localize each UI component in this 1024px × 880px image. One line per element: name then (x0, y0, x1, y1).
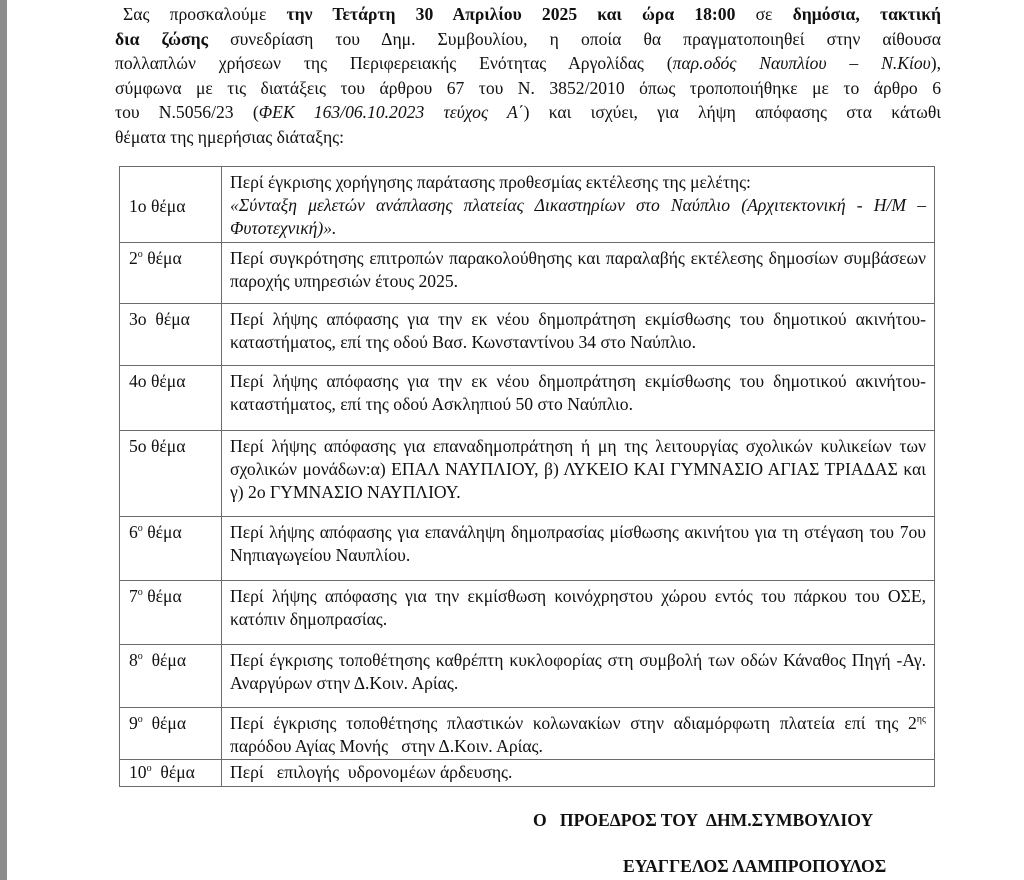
agenda-row (120, 243, 935, 304)
invitation-paragraph (115, 2, 941, 149)
agenda-item-text: Περί λήψης απόφασης για την εκμίσθωση κοινόχρηστου χώρου εντός του πάρκου του ΟΣΕ, κατόπιν δημοπρασίας. (222, 581, 935, 645)
agenda-item-number: $7^o$ θέμα (120, 581, 222, 645)
agenda-item-text: Περί λήψης απόφασης για επανάληψη δημοπρασίας μίσθωσης ακινήτου για τη στέγαση του 7ου Νηπιαγωγείου Ναυπλίου. (222, 517, 935, 581)
agenda-row (120, 517, 935, 581)
agenda-table (119, 166, 935, 787)
intro-text: πολλαπλών χρήσεων της Περιφερειακής Ενότητας Αργολίδας ( (115, 53, 673, 73)
agenda-item-text: Περί συγκρότησης επιτροπών παρακολούθησης και παραλαβής εκτέλεσης δημοσίων συμβάσεων παροχής υπηρεσιών έτους 2025. (222, 243, 935, 304)
agenda-item-text: Περί λήψης απόφασης για την εκ νέου δημοπράτηση εκμίσθωσης του δημοτικού ακινήτου- καταστήματος, επί της οδού Ασκληπιού 50 στο Ναύπλιο. (222, 366, 935, 431)
agenda-row (120, 645, 935, 708)
agenda-item-number: 5ο θέμα (120, 431, 222, 517)
agenda-row (120, 431, 935, 517)
agenda-item-text: Περί έγκρισης τοποθέτησης καθρέπτη κυκλοφορίας στη συμβολή των οδών Κάναθος Πηγή -Αγ. Αναργύρων στην Δ.Κοιν. Αρίας. (222, 645, 935, 708)
intro-line-3 (115, 51, 941, 76)
intro-text: ), (930, 53, 941, 73)
agenda-item-text: Περί έγκρισης χορήγησης παράτασης προθεσμίας εκτέλεσης της μελέτης: «Σύνταξη μελετών ανάπλασης πλατείας Δικαστηρίων στο Ναύπλιο (Αρχιτεκτονική - Η/Μ – Φυτοτεχνική)». (222, 167, 935, 243)
signature-name: ΕΥΑΓΓΕΛΟΣ ΛΑΜΠΡΟΠΟΥΛΟΣ (623, 856, 887, 876)
agenda-item-text: Περί λήψης απόφασης για την εκ νέου δημοπράτηση εκμίσθωσης του δημοτικού ακινήτου- καταστήματος, επί της οδού Βασ. Κωνσταντίνου 34 στο Ναύπλιο. (222, 304, 935, 366)
signature-title: Ο ΠΡΟΕΔΡΟΣ ΤΟΥ ΔΗΜ.ΣΥΜΒΟΥΛΙΟΥ (533, 810, 874, 830)
intro-text: Σας προσκαλούμε (123, 4, 287, 24)
agenda-row (120, 760, 935, 787)
intro-text: του Ν.5056/23 ( (115, 102, 259, 122)
study-title: «Σύνταξη μελετών ανάπλασης πλατείας Δικαστηρίων στο Ναύπλιο (Αρχιτεκτονική - Η/Μ – Φυτοτεχνική)». (230, 195, 926, 238)
intro-text: σε (735, 4, 793, 24)
agenda-item-number: 4ο θέμα (120, 366, 222, 431)
agenda-item-number: $9^o$ θέμα (120, 708, 222, 760)
agenda-item-number: $6^o$ θέμα (120, 517, 222, 581)
agenda-item-text: Περί έγκρισης τοποθέτησης πλαστικών κολωνακίων στην αδιαμόρφωτη πλατεία επί της $2^{\eta\varsigma}$ παρόδου Αγίας Μονής στην Δ.Κοιν. Αρίας. (222, 708, 935, 760)
meeting-date-time: την Τετάρτη 30 Απριλίου 2025 και ώρα 18:00 (286, 4, 736, 24)
intro-line-6 (115, 125, 941, 150)
agenda-item-text: Περί επιλογής υδρονομέων άρδευσης. (222, 760, 935, 787)
intro-text: σύμφωνα με τις διατάξεις του άρθρου 67 του Ν. 3852/2010 όπως τροποποιήθηκε με το άρθρο 6 (115, 77, 941, 98)
agenda-item-text: Περί λήψης απόφασης για επαναδημοπράτηση ή μη της λειτουργίας σχολικών κυλικείων των σχολικών μονάδων:α) ΕΠΑΛ ΝΑΥΠΛΙΟΥ, β) ΛΥΚΕΙΟ ΚΑΙ ΓΥΜΝΑΣΙΟ ΑΓΙΑΣ ΤΡΙΑΔΑΣ και γ) 2ο ΓΥΜΝΑΣΙΟ ΝΑΥΠΛΙΟΥ. (222, 431, 935, 517)
agenda-row (120, 581, 935, 645)
intro-line-1 (115, 2, 941, 27)
agenda-item-number: 1ο θέμα (120, 167, 222, 243)
intro-text: ) και ισχύει, για λήψη απόφασης στα κάτωθι (523, 102, 941, 122)
agenda-row (120, 167, 935, 243)
agenda-row (120, 708, 935, 760)
intro-text: θέματα της ημερήσιας διάταξης: (115, 126, 345, 147)
gazette-reference: ΦΕΚ 163/06.10.2023 τεύχος Α΄ (258, 102, 524, 122)
left-window-edge (0, 0, 7, 880)
intro-line-2 (115, 27, 941, 52)
meeting-mode: δια ζώσης (115, 28, 209, 49)
intro-text: συνεδρίαση του Δημ. Συμβουλίου, η οποία θα πραγματοποιηθεί στην αίθουσα (208, 28, 941, 49)
intro-line-5 (115, 100, 941, 125)
intro-line-4 (115, 76, 941, 101)
agenda-item-number: $2^o$ θέμα (120, 243, 222, 304)
agenda-item-number: $10^o$ θέμα (120, 760, 222, 787)
agenda-row (120, 304, 935, 366)
agenda-row (120, 366, 935, 431)
meeting-type: δημόσια, τακτική (792, 4, 941, 24)
meeting-address: παρ.οδός Ναυπλίου – Ν.Κίου (672, 53, 931, 73)
agenda-item-number: 3ο θέμα (120, 304, 222, 366)
agenda-item-number: $8^o$ θέμα (120, 645, 222, 708)
